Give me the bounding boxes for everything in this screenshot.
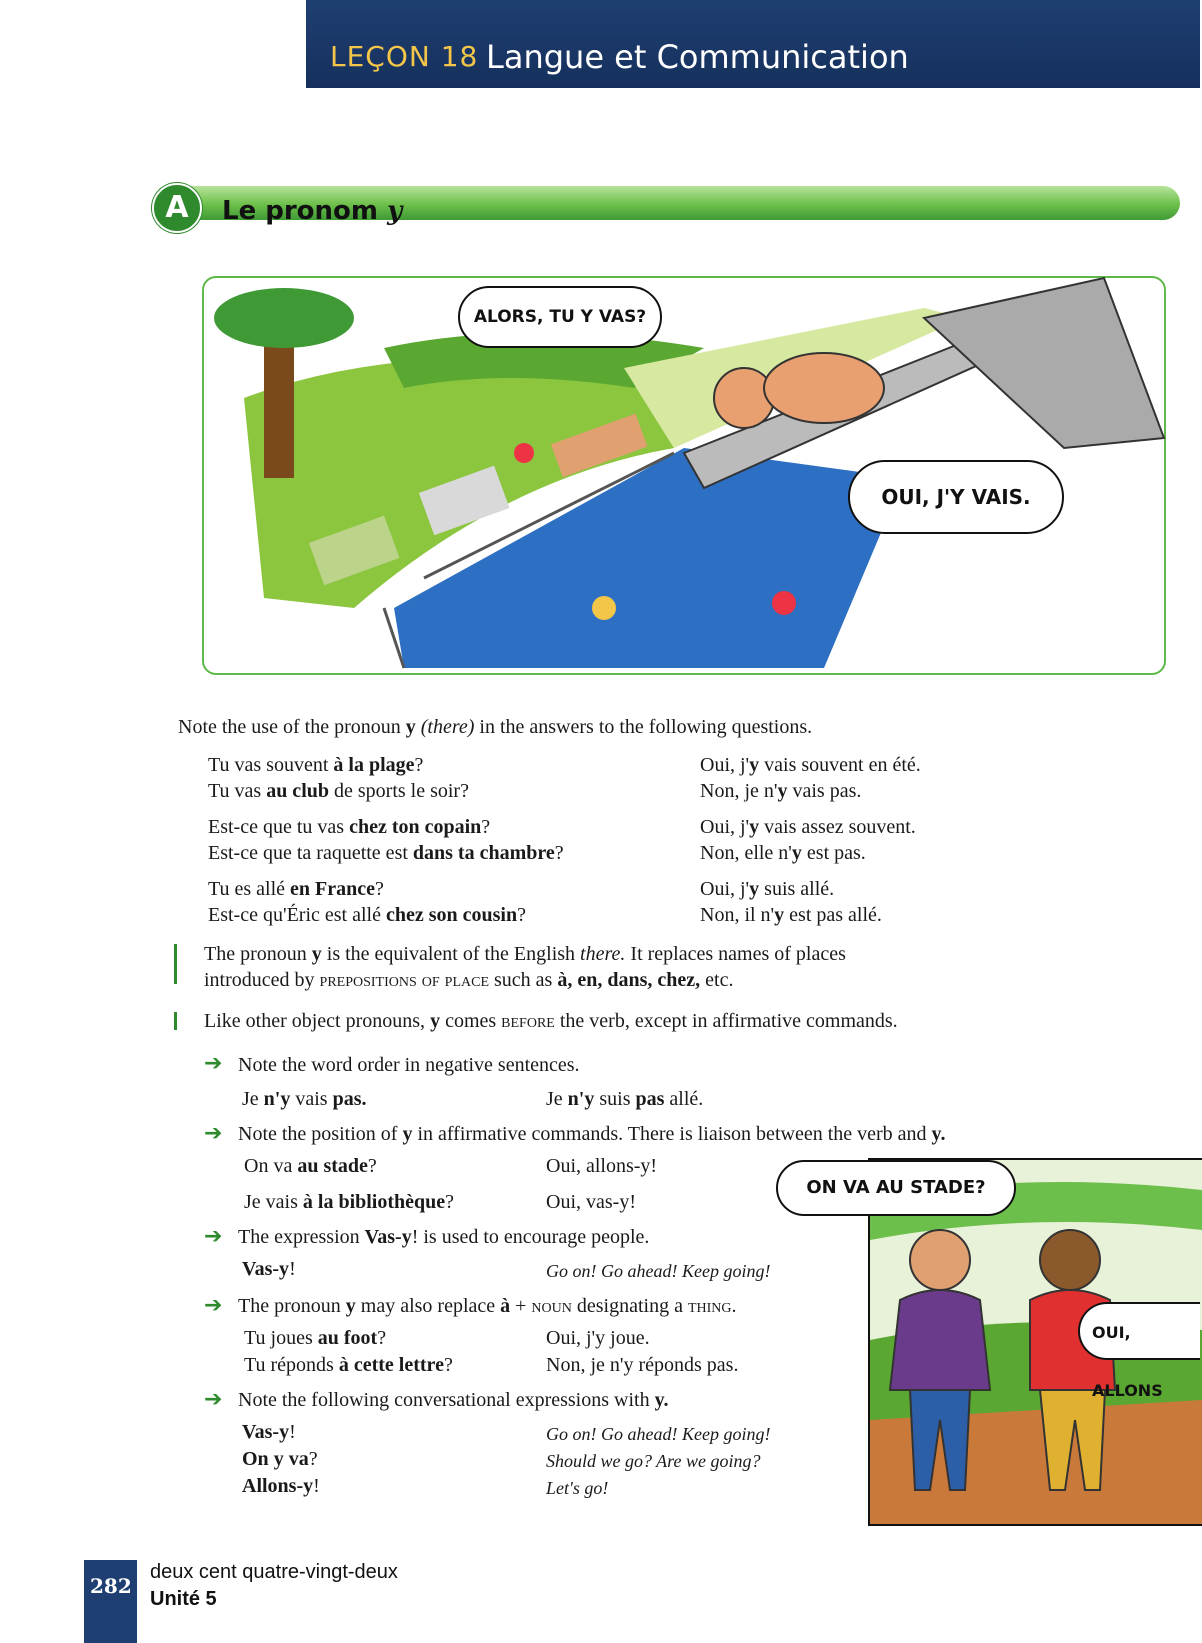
- rule-marker: [174, 944, 177, 984]
- page-number-words: deux cent quatre-vingt-deux: [150, 1561, 398, 1583]
- arrow-icon: ➔: [204, 1387, 223, 1412]
- note-5-label: Note the following conversational expressions with y.: [238, 1389, 669, 1411]
- arrow-icon: ➔: [204, 1051, 223, 1076]
- note-4-question: Tu réponds à cette lettre?: [244, 1354, 453, 1376]
- note-2-question: Je vais à la bibliothèque?: [244, 1191, 455, 1213]
- page-number: 282: [90, 1574, 132, 1598]
- example-question: Tu vas au club de sports le soir?: [208, 780, 469, 802]
- example-question: Est-ce que ta raquette est dans ta chambre?: [208, 842, 564, 864]
- example-answer: Oui, j'y vais souvent en été.: [700, 754, 921, 776]
- note-4-question: Tu joues au foot?: [244, 1327, 387, 1349]
- example-question: Est-ce que tu vas chez ton copain?: [208, 816, 491, 838]
- speech-bubble-question-2: ON VA AU STADE?: [776, 1160, 1016, 1216]
- note-1-example: Je n'y suis pas allé.: [546, 1088, 704, 1110]
- note-2-answer: Oui, vas-y!: [546, 1191, 636, 1213]
- section-title: Le pronom y: [222, 196, 403, 226]
- beach-ball: [514, 443, 534, 463]
- speech-bubble-answer-2: OUI, ALLONS: [1078, 1302, 1200, 1360]
- arrow-icon: ➔: [204, 1293, 223, 1318]
- note-1-example: Je n'y vais pas.: [242, 1088, 367, 1110]
- boy-1-jacket: [890, 1290, 990, 1390]
- example-answer: Non, je n'y vais pas.: [700, 780, 862, 802]
- example-question: Tu es allé en France?: [208, 878, 384, 900]
- speech-bubble-answer: OUI, J'Y VAIS.: [848, 460, 1064, 534]
- section-letter-badge: A: [152, 183, 202, 233]
- example-answer: Non, il n'y est pas allé.: [700, 904, 882, 926]
- note-2-label: Note the position of y in affirmative commands. There is liaison between the verb and y.: [238, 1123, 946, 1145]
- arrow-icon: ➔: [204, 1121, 223, 1146]
- note-4-answer: Oui, j'y joue.: [546, 1327, 650, 1349]
- note-1-label: Note the word order in negative sentences.: [238, 1054, 580, 1076]
- expression-item: On y va?: [242, 1448, 318, 1470]
- example-answer: Oui, j'y vais assez souvent.: [700, 816, 916, 838]
- diver-head: [714, 368, 774, 428]
- boy-2-head: [1040, 1230, 1100, 1290]
- note-3-example: Vas-y!: [242, 1258, 296, 1280]
- example-answer: Non, elle n'y est pas.: [700, 842, 866, 864]
- expression-item: Allons-y!: [242, 1475, 320, 1497]
- example-question: Tu vas souvent à la plage?: [208, 754, 424, 776]
- speech-bubble-question: ALORS, TU Y VAS?: [458, 286, 662, 348]
- lesson-banner: [306, 0, 1200, 88]
- pool-cartoon: [202, 276, 1166, 675]
- expression-item: Vas-y!: [242, 1421, 296, 1443]
- note-4-answer: Non, je n'y réponds pas.: [546, 1354, 739, 1376]
- note-3-label: The expression Vas-y! is used to encourage people.: [238, 1226, 650, 1248]
- arrow-icon: ➔: [204, 1224, 223, 1249]
- intro-line: Note the use of the pronoun y (there) in the answers to the following questions.: [178, 716, 813, 738]
- note-2-answer: Oui, allons-y!: [546, 1155, 658, 1177]
- note-4-label: The pronoun y may also replace à + noun designating a thing.: [238, 1295, 737, 1317]
- rule-1-line-1: The pronoun y is the equivalent of the English there. It replaces names of places: [204, 943, 846, 965]
- rule-2: Like other object pronouns, y comes before the verb, except in affirmative commands.: [204, 1010, 898, 1032]
- lesson-title: Langue et Communication: [486, 38, 909, 76]
- diver-body: [764, 353, 884, 423]
- unit-label: Unité 5: [150, 1588, 217, 1610]
- note-2-question: On va au stade?: [244, 1155, 377, 1177]
- expression-translation: Should we go? Are we going?: [546, 1451, 761, 1471]
- example-answer: Oui, j'y suis allé.: [700, 878, 835, 900]
- example-question: Est-ce qu'Éric est allé chez son cousin?: [208, 904, 526, 926]
- boy-1-head: [910, 1230, 970, 1290]
- rule-1-line-2: introduced by prepositions of place such as à, en, dans, chez, etc.: [204, 969, 734, 991]
- expression-translation: Go on! Go ahead! Keep going!: [546, 1424, 771, 1444]
- rule-marker: [174, 1012, 177, 1030]
- lesson-number: LEÇON 18: [330, 40, 479, 73]
- note-3-translation: Go on! Go ahead! Keep going!: [546, 1261, 771, 1281]
- page-number-box: [84, 1560, 137, 1643]
- tree-foliage: [214, 288, 354, 348]
- expression-translation: Let's go!: [546, 1478, 609, 1498]
